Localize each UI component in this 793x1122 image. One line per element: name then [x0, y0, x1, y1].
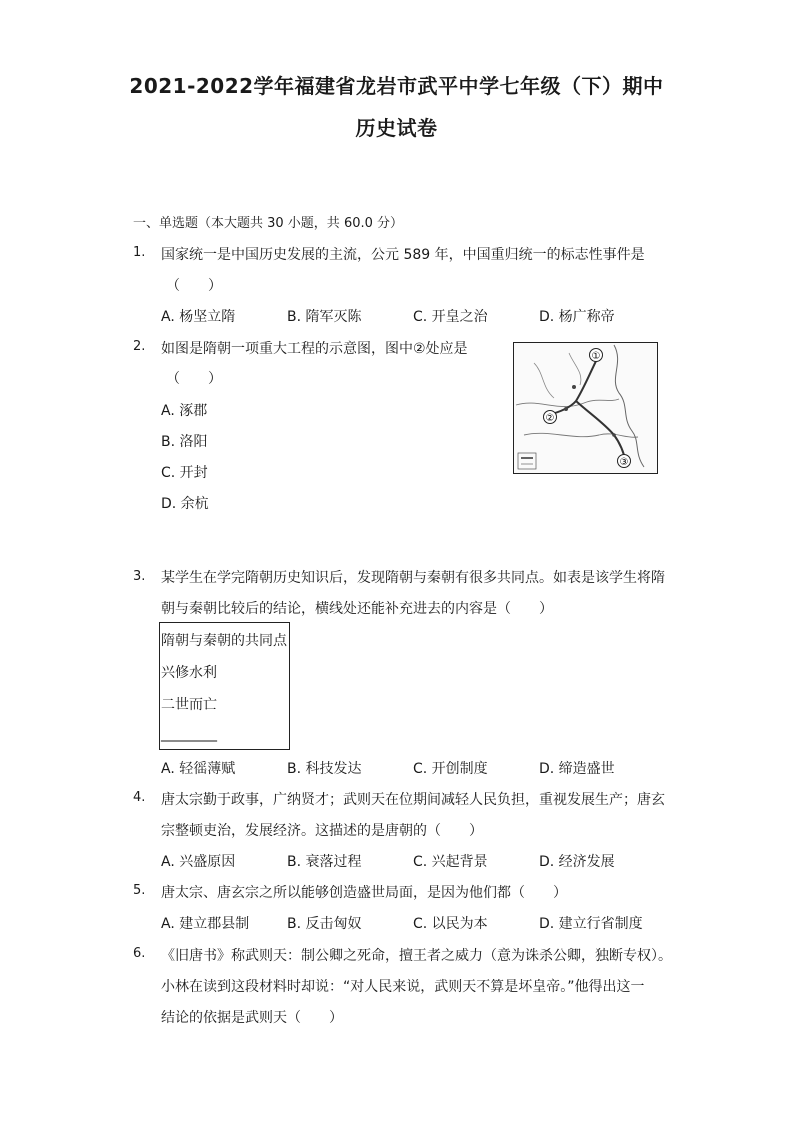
question-number: 5.	[133, 883, 146, 898]
map-marker-2: ②	[545, 413, 555, 424]
option-a[interactable]: A. 涿郡	[161, 403, 208, 419]
option-a[interactable]: A. 兴盛原因	[161, 854, 236, 870]
option-c[interactable]: C. 开封	[161, 465, 208, 481]
section-heading: 一、单选题（本大题共 30 小题，共 60.0 分）	[133, 216, 404, 231]
map-drawing	[514, 343, 657, 473]
map-marker-3: ③	[619, 457, 629, 468]
option-a[interactable]: A. 杨坚立隋	[161, 309, 236, 325]
question-text: 小林在读到这段材料时却说：“对人民来说，武则天不算是坏皇帝。”他得出这一	[161, 979, 645, 995]
question-number: 4.	[133, 790, 146, 805]
question-text: （ ）	[166, 371, 222, 387]
option-b[interactable]: B. 衰落过程	[287, 854, 362, 870]
option-b[interactable]: B. 科技发达	[287, 761, 362, 777]
option-d[interactable]: D. 余杭	[161, 496, 209, 512]
option-b[interactable]: B. 反击匈奴	[287, 916, 362, 932]
comparison-table	[159, 622, 290, 750]
question-number: 6.	[133, 946, 146, 961]
option-c[interactable]: C. 以民为本	[413, 916, 488, 932]
question-text: 国家统一是中国历史发展的主流，公元 589 年，中国重归统一的标志性事件是	[161, 247, 645, 263]
option-d[interactable]: D. 建立行省制度	[539, 916, 643, 932]
question-text: 如图是隋朝一项重大工程的示意图，图中②处应是	[161, 341, 468, 357]
question-text: 结论的依据是武则天（ ）	[161, 1010, 343, 1026]
question-text: （ ）	[166, 278, 222, 294]
option-a[interactable]: A. 建立郡县制	[161, 916, 250, 932]
option-c[interactable]: C. 兴起背景	[413, 854, 488, 870]
exam-title-line1: 2021-2022学年福建省龙岩市武平中学七年级（下）期中	[129, 74, 664, 98]
question-number: 3.	[133, 569, 146, 584]
option-c[interactable]: C. 开皇之治	[413, 309, 488, 325]
option-b[interactable]: B. 隋军灭陈	[287, 309, 362, 325]
option-c[interactable]: C. 开创制度	[413, 761, 488, 777]
exam-title-line2: 历史试卷	[355, 116, 438, 140]
option-b[interactable]: B. 洛阳	[161, 434, 208, 450]
question-number: 2.	[133, 339, 146, 354]
option-d[interactable]: D. 经济发展	[539, 854, 615, 870]
question-text: 唐太宗勤于政事，广纳贤才；武则天在位期间减轻人民负担，重视发展生产；唐玄	[161, 792, 665, 808]
table-row: 兴修水利	[161, 665, 217, 681]
option-a[interactable]: A. 轻徭薄赋	[161, 761, 236, 777]
grand-canal-map	[513, 342, 658, 474]
question-text: 某学生在学完隋朝历史知识后，发现隋朝与秦朝有很多共同点。如表是该学生将隋	[161, 570, 665, 586]
question-number: 1.	[133, 245, 146, 260]
question-text: 朝与秦朝比较后的结论，横线处还能补充进去的内容是（ ）	[161, 601, 553, 617]
question-text: 宗整顿吏治，发展经济。这描述的是唐朝的（ ）	[161, 823, 483, 839]
option-d[interactable]: D. 缔造盛世	[539, 761, 615, 777]
table-blank-row: ________	[161, 726, 217, 742]
table-row: 二世而亡	[161, 697, 217, 713]
option-d[interactable]: D. 杨广称帝	[539, 309, 615, 325]
question-text: 《旧唐书》称武则天：制公卿之死命，擅王者之威力（意为诛杀公卿，独断专权）。	[161, 948, 672, 964]
map-marker-1: ①	[591, 351, 601, 362]
question-text: 唐太宗、唐玄宗之所以能够创造盛世局面，是因为他们都（ ）	[161, 885, 567, 901]
table-header: 隋朝与秦朝的共同点	[161, 633, 287, 649]
